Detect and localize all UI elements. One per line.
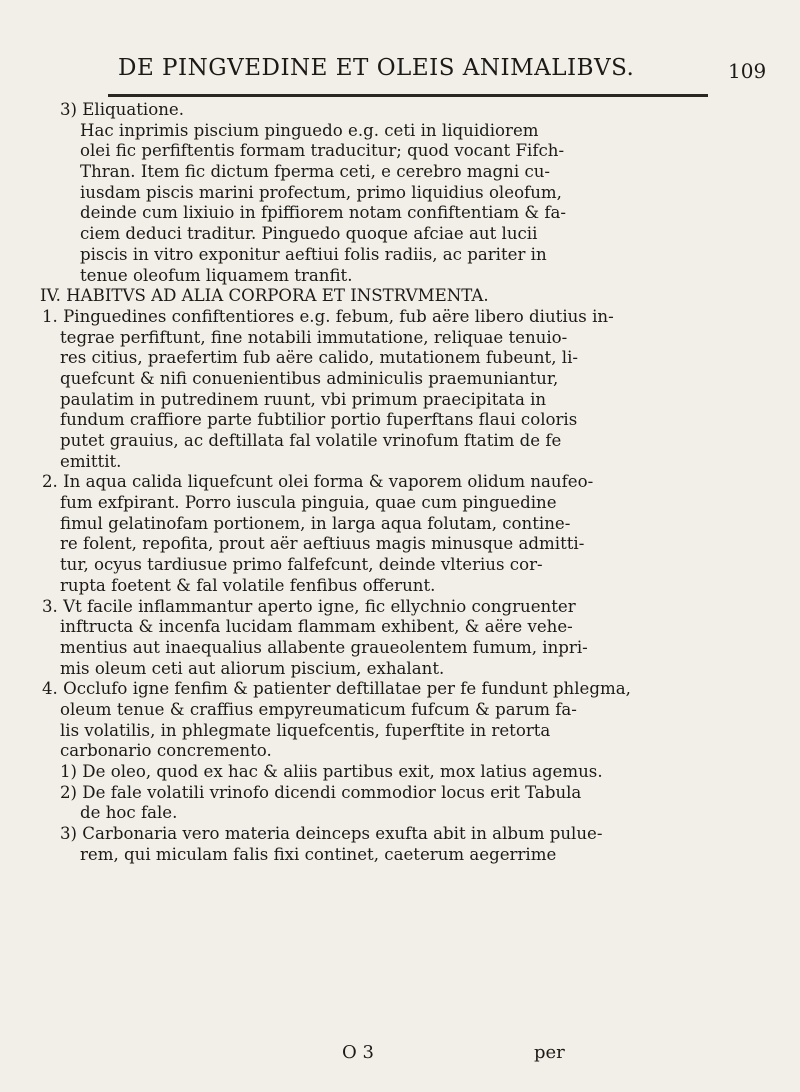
text-line: paulatim in putredinem ruunt, vbi primum praecipitata in xyxy=(60,389,547,409)
text-line: ciem deduci traditur. Pinguedo quoque afciae aut lucii xyxy=(80,224,538,244)
text-line: Thran. Item fic dictum fperma ceti, e cerebro magni cu- xyxy=(80,162,551,182)
text-line: 3. Vt facile inflammantur aperto igne, fic ellychnio congruenter xyxy=(42,596,576,616)
text-line: tur, ocyus tardiusue primo falfefcunt, deinde vlterius cor- xyxy=(60,555,543,575)
signature-mark: O 3 xyxy=(342,1042,374,1063)
page-number: 109 xyxy=(728,59,767,83)
text-line: fimul gelatinofam portionem, in larga aqua folutam, contine- xyxy=(60,513,571,533)
text-line: lis volatilis, in phlegmate liquefcentis, fuperftite in retorta xyxy=(60,720,551,740)
text-line: putet grauius, ac deftillata fal volatile vrinofum ftatim de fe xyxy=(60,431,562,450)
text-line: carbonario concremento. xyxy=(60,741,272,761)
catchword: per xyxy=(534,1042,565,1063)
text-line: piscis in vitro exponitur aeftiui folis radiis, ac pariter in xyxy=(80,244,547,264)
text-line: rupta foetent & fal volatile fenfibus offerunt. xyxy=(60,575,436,595)
text-line: 1) De oleo, quod ex hac & aliis partibus exit, mox latius agemus. xyxy=(60,762,603,781)
text-line: 3) Carbonaria vero materia deinceps exufta abit in album pulue- xyxy=(60,824,603,844)
text-line: de hoc fale. xyxy=(80,803,178,823)
text-line: 4. Occlufo igne fenfim & patienter deftillatae per fe fundunt phlegma, xyxy=(42,679,631,699)
text-line: fum exfpirant. Porro iuscula pinguia, quae cum pinguedine xyxy=(60,493,557,513)
text-line: deinde cum lixiuio in fpiffiorem notam confiftentiam & fa- xyxy=(80,203,567,223)
text-line: 2) De fale volatili vrinofo dicendi commodior locus erit Tabula xyxy=(60,782,582,802)
body-text xyxy=(40,100,740,865)
text-line: mis oleum ceti aut aliorum piscium, exhalant. xyxy=(60,658,445,678)
text-line: olei fic perfiftentis formam traducitur; quod vocant Fifch- xyxy=(80,141,565,161)
text-line: 2. In aqua calida liquefcunt olei forma & vaporem olidum naufeo- xyxy=(42,472,594,492)
text-line: inftructa & incenfa lucidam flammam exhibent, & aëre vehe- xyxy=(60,617,573,637)
header-rule xyxy=(108,94,708,97)
text-line: quefcunt & nifi conuenientibus adminiculis praemuniantur, xyxy=(60,368,559,388)
text-line: oleum tenue & craffius empyreumaticum fufcum & parum fa- xyxy=(60,699,577,719)
page-header xyxy=(0,55,800,91)
text-line: re folent, repofita, prout aër aeftiuus magis minusque admitti- xyxy=(60,534,585,554)
text-line: tenue oleofum liquamem tranfit. xyxy=(80,265,353,285)
text-line: res citius, praefertim fub aëre calido, mutationem fubeunt, li- xyxy=(60,348,578,368)
text-line: 3) Eliquatione. xyxy=(60,100,184,119)
text-line: rem, qui miculam falis fixi continet, caeterum aegerrime xyxy=(80,844,557,864)
text-line: mentius aut inaequalius allabente graueolentem fumum, inpri- xyxy=(60,637,588,657)
text-line: 1. Pinguedines confiftentiores e.g. febum, fub aëre libero diutius in- xyxy=(42,306,614,326)
text-line: iusdam piscis marini profectum, primo liquidius oleofum, xyxy=(80,182,562,202)
text-line: Hac inprimis piscium pinguedo e.g. ceti in liquidiorem xyxy=(80,120,539,140)
text-line: emittit. xyxy=(60,451,122,471)
text-line: tegrae perfiftunt, fine notabili immutatione, reliquae tenuio- xyxy=(60,327,568,347)
text-line: fundum craffiore parte fubtilior portio fuperftans flaui coloris xyxy=(60,410,578,430)
text-line: IV. HABITVS AD ALIA CORPORA ET INSTRVMENTA. xyxy=(40,286,489,306)
running-head: DE PINGVEDINE ET OLEIS ANIMALIBVS. xyxy=(118,55,635,81)
